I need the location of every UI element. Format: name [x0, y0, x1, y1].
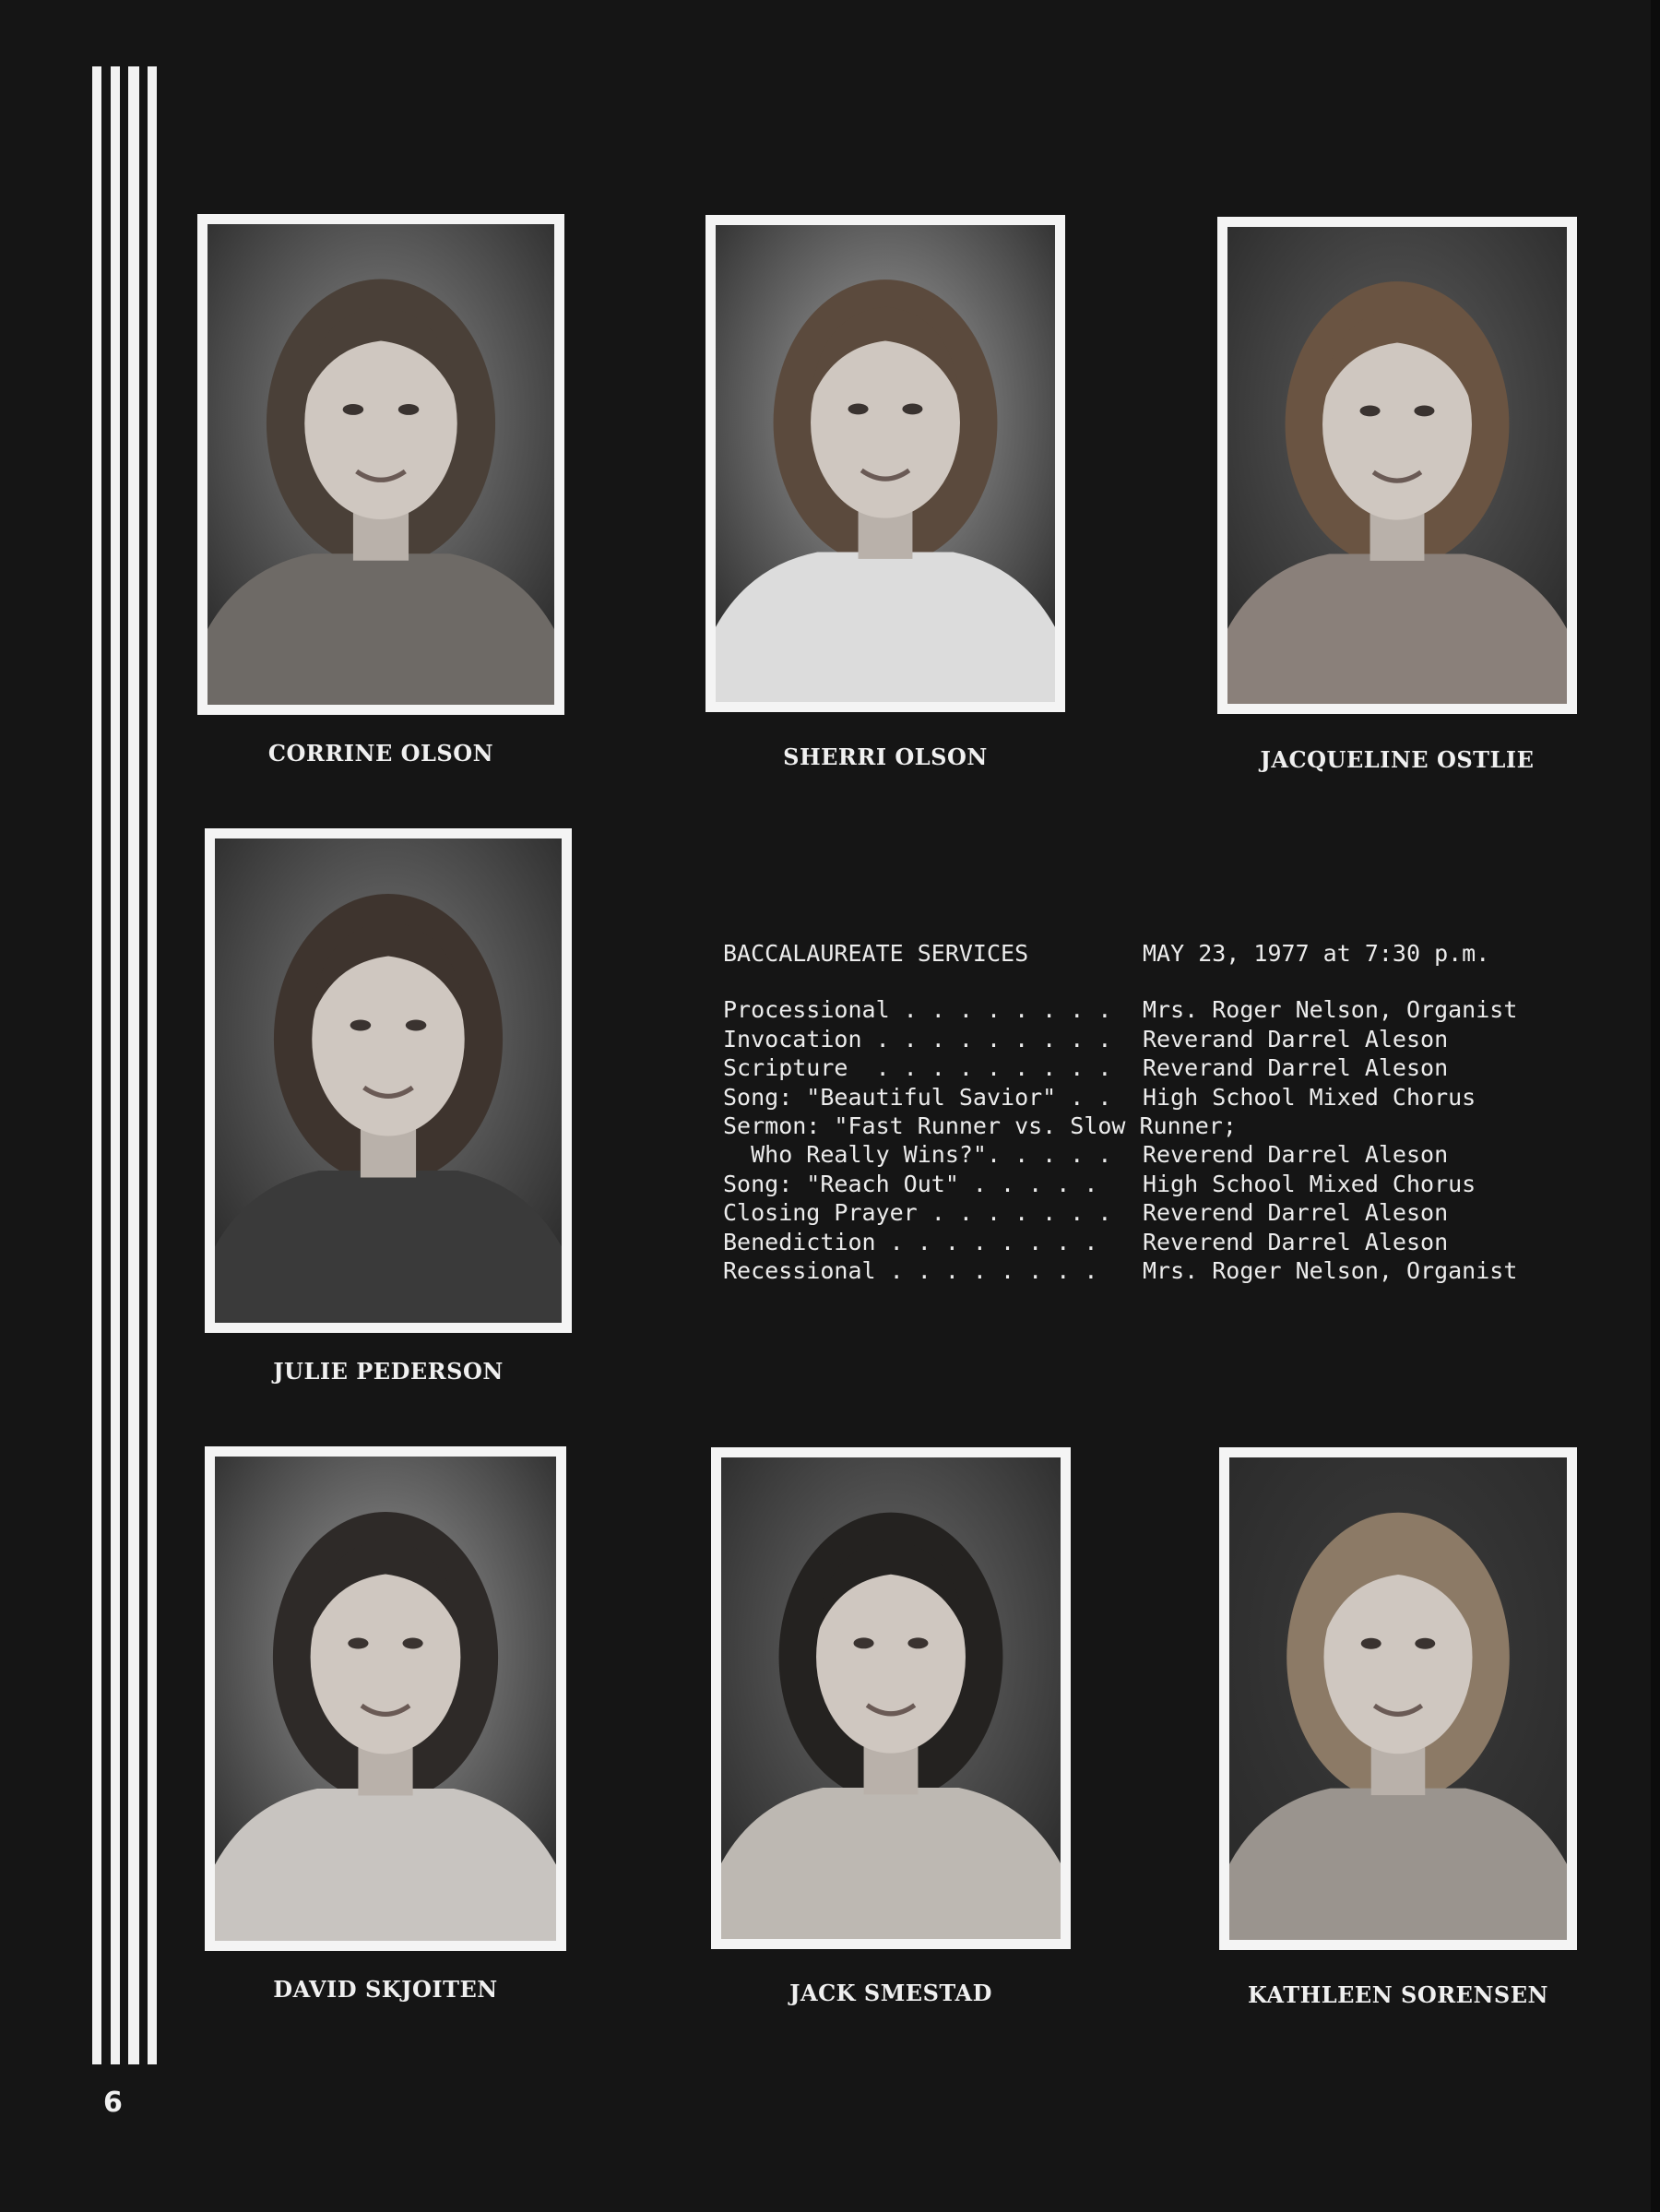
program-person: Reverend Darrel Aleson: [1143, 1228, 1449, 1255]
program-row: [723, 1083, 1553, 1112]
program-person: Reverend Darrel Aleson: [1143, 1141, 1449, 1169]
portrait-photo: [711, 1447, 1071, 1949]
program-part: Song: "Reach Out" . . . . .: [723, 1170, 1098, 1197]
program-person: High School Mixed Chorus: [1143, 1170, 1476, 1197]
portrait-image: [716, 225, 1055, 702]
stripe: [148, 66, 157, 2064]
portrait-caption: DAVID SKJOITEN: [273, 1976, 498, 2003]
program-row: [723, 1256, 1553, 1285]
portrait-photo: [706, 215, 1065, 712]
portrait-image: [721, 1457, 1061, 1939]
program-title: BACCALAUREATE SERVICES: [723, 940, 1029, 967]
portrait-photo: [197, 214, 564, 715]
program-row: [723, 1140, 1553, 1169]
program-row: [723, 995, 1553, 1024]
portrait-caption: KATHLEEN SORENSEN: [1248, 1981, 1548, 2008]
baccalaureate-program: [723, 939, 1553, 1285]
program-person: Mrs. Roger Nelson, Organist: [1143, 1257, 1518, 1285]
program-person: Mrs. Roger Nelson, Organist: [1143, 996, 1518, 1024]
program-part: Invocation . . . . . . . . .: [723, 1025, 1112, 1052]
program-row: [723, 1198, 1553, 1227]
portrait-caption: CORRINE OLSON: [267, 740, 494, 767]
page-edge: [1651, 0, 1660, 2212]
program-date: MAY 23, 1977 at 7:30 p.m.: [1143, 940, 1490, 967]
portrait-image: [208, 224, 554, 705]
program-part: Song: "Beautiful Savior" . .: [723, 1083, 1112, 1111]
program-row: [723, 1112, 1553, 1140]
portrait-caption: SHERRI OLSON: [783, 743, 988, 770]
portrait-photo: [1217, 217, 1577, 714]
stripe: [128, 66, 139, 2064]
page-number: 6: [103, 2087, 123, 2119]
portrait-image: [215, 1457, 556, 1941]
program-person: High School Mixed Chorus: [1143, 1083, 1476, 1111]
program-part: Sermon: "Fast Runner vs. Slow Runner;: [723, 1112, 1237, 1140]
program-row: [723, 1228, 1553, 1256]
program-part: Benediction . . . . . . . .: [723, 1228, 1098, 1255]
portrait-image: [1227, 227, 1567, 704]
program-items: [723, 995, 1553, 1285]
program-row: [723, 1170, 1553, 1198]
portrait-image: [1229, 1457, 1567, 1940]
stripe: [111, 66, 120, 2064]
portrait-photo: [205, 1446, 566, 1951]
program-person: Reverand Darrel Aleson: [1143, 1025, 1449, 1052]
portrait-image: [215, 838, 562, 1323]
portrait-caption: JACK SMESTAD: [789, 1980, 992, 2006]
program-part: Scripture . . . . . . . . .: [723, 1054, 1112, 1082]
program-row: [723, 1025, 1553, 1053]
program-part: Closing Prayer . . . . . . .: [723, 1199, 1112, 1227]
program-part: Processional . . . . . . . .: [723, 996, 1112, 1024]
decorative-stripes: [92, 66, 159, 2064]
program-part: Recessional . . . . . . . .: [723, 1257, 1098, 1285]
program-person: Reverand Darrel Aleson: [1143, 1054, 1449, 1082]
program-part: Who Really Wins?". . . . .: [723, 1141, 1112, 1169]
portrait-photo: [1219, 1447, 1577, 1950]
program-person: Reverend Darrel Aleson: [1143, 1199, 1449, 1227]
portrait-caption: JACQUELINE OSTLIE: [1260, 746, 1535, 773]
portrait-caption: JULIE PEDERSON: [273, 1358, 504, 1385]
program-header: [723, 939, 1553, 968]
portrait-photo: [205, 828, 572, 1333]
program-row: [723, 1053, 1553, 1082]
stripe: [92, 66, 101, 2064]
